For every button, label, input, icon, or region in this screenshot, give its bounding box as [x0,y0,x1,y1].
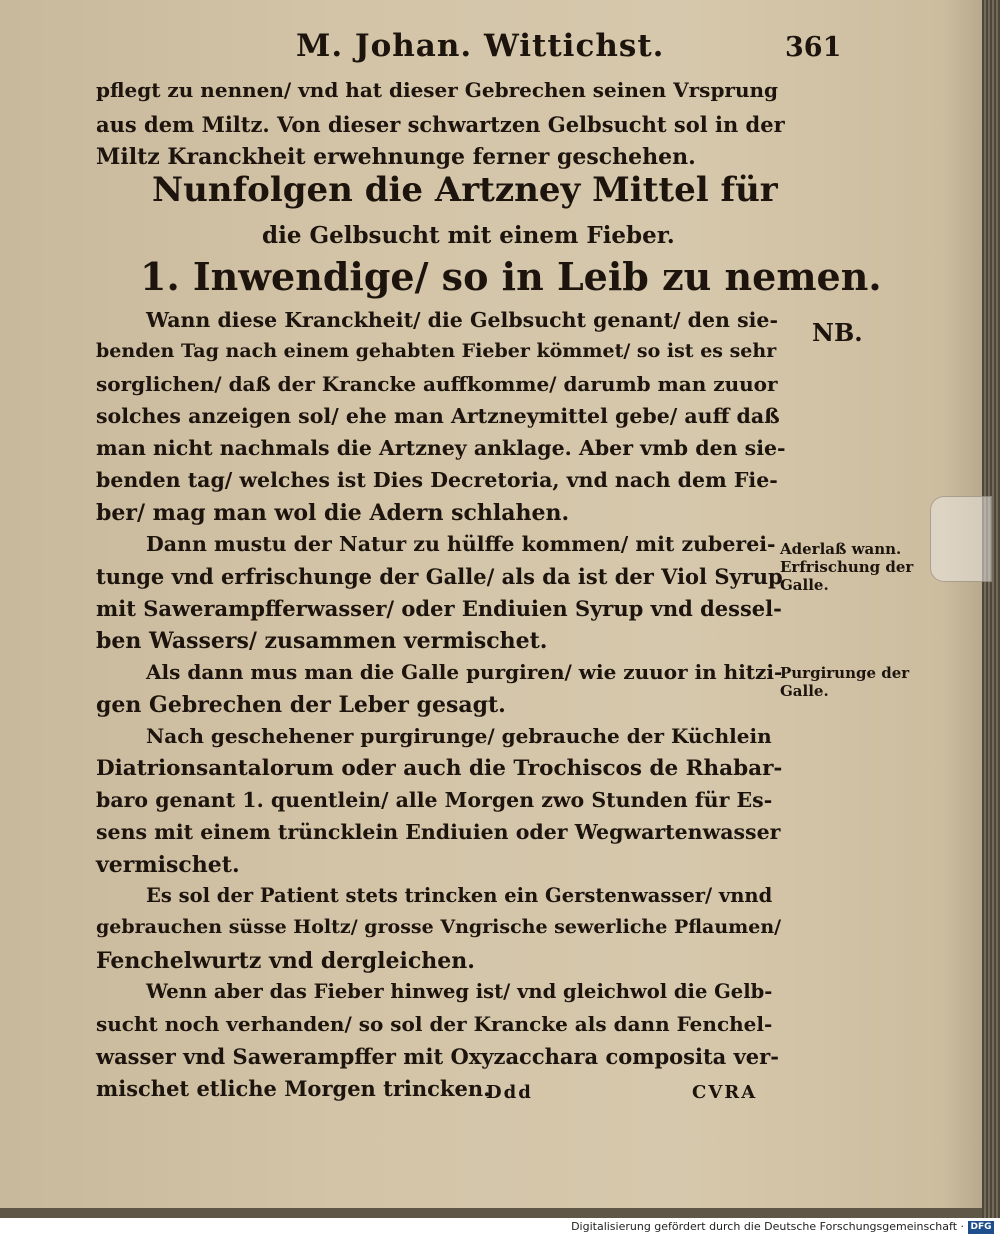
text-line: vermischet. [96,852,240,878]
text-line: gebrauchen süsse Holtz/ grosse Vngrische sewerliche Pflaumen/ [96,916,782,938]
text-line: Dann mustu der Natur zu hülffe kommen/ mit zuberei- [146,532,776,556]
text-line: sens mit einem trüncklein Endiuien oder Wegwartenwasser [96,820,781,844]
text-line: baro genant 1. quentlein/ alle Morgen zwo Stunden für Es- [96,788,773,812]
text-line: sucht noch verhanden/ so sol der Krancke als dann Fenchel- [96,1012,773,1036]
text-line: Wann diese Kranckheit/ die Gelbsucht genant/ den sie- [146,308,778,332]
text-line: benden tag/ welches ist Dies Decretoria, vnd nach dem Fie- [96,468,778,492]
text-line: ber/ mag man wol die Adern schlahen. [96,500,570,526]
text-line: wasser vnd Sawerampffer mit Oxyzacchara composita ver- [96,1044,779,1069]
page-header [0,28,982,78]
text-line: Es sol der Patient stets trincken ein Gerstenwasser/ vnnd [146,884,773,907]
funding-credit: Digitalisierung gefördert durch die Deutsche Forschungsgemeinschaft · [571,1220,964,1233]
margin-note-line: Erfrischung der [780,558,914,576]
signature-mark: Ddd [486,1082,533,1103]
margin-note-line: Aderlaß wann. [780,540,902,558]
text-line: mischet etliche Morgen trincken. [96,1076,491,1101]
plastic-tab [930,496,992,582]
margin-note-nb: NB. [812,318,863,347]
subsection-heading: 1. Inwendige/ so in Leib zu nemen. [140,254,882,299]
margin-note-aderlass [780,540,920,594]
text-line: Wenn aber das Fieber hinweg ist/ vnd gleichwol die Gelb- [146,980,773,1003]
text-line: benden Tag nach einem gehabten Fieber kömmet/ so ist es sehr [96,340,777,362]
text-line: Fenchelwurtz vnd dergleichen. [96,948,475,974]
section-subheading: die Gelbsucht mit einem Fieber. [262,222,675,249]
page-number: 361 [785,32,842,63]
margin-note-line: Galle. [780,682,829,700]
section-heading: Nunfolgen die Artzney Mittel für [152,170,778,210]
running-title: M. Johan. Wittichst. [296,28,665,64]
text-line: mit Sawerampfferwasser/ oder Endiuien Syrup vnd dessel- [96,596,782,621]
text-line: Miltz Kranckheit erwehnunge ferner geschehen. [96,144,696,170]
text-line: ben Wassers/ zusammen vermischet. [96,628,548,654]
footer-bar [0,1218,1000,1238]
page-stack-edge [982,0,1000,1218]
text-line: tunge vnd erfrischunge der Galle/ als da ist der Viol Syrup [96,564,783,589]
margin-note-line: Galle. [780,576,829,594]
catchword: CVRA [692,1082,758,1103]
text-line: Als dann mus man die Galle purgiren/ wie zuuor in hitzi- [146,660,783,684]
margin-note-line: Purgirunge der [780,664,910,682]
text-line: aus dem Miltz. Von dieser schwartzen Gelbsucht sol in der [96,112,785,137]
text-line: sorglichen/ daß der Krancke auffkomme/ darumb man zuuor [96,372,778,396]
text-line: man nicht nachmals die Artzney anklage. Aber vmb den sie- [96,436,786,460]
text-line: Diatrionsantalorum oder auch die Trochiscos de Rhabar- [96,756,783,781]
margin-note-purgirunge [780,664,920,700]
text-line: solches anzeigen sol/ ehe man Artzneymittel gebe/ auff daß [96,404,780,428]
dfg-logo[interactable]: DFG [968,1221,994,1234]
text-line: Nach geschehener purgirunge/ gebrauche der Küchlein [146,724,772,748]
text-line: gen Gebrechen der Leber gesagt. [96,692,506,718]
text-line: pflegt zu nennen/ vnd hat dieser Gebrechen seinen Vrsprung [96,78,779,102]
